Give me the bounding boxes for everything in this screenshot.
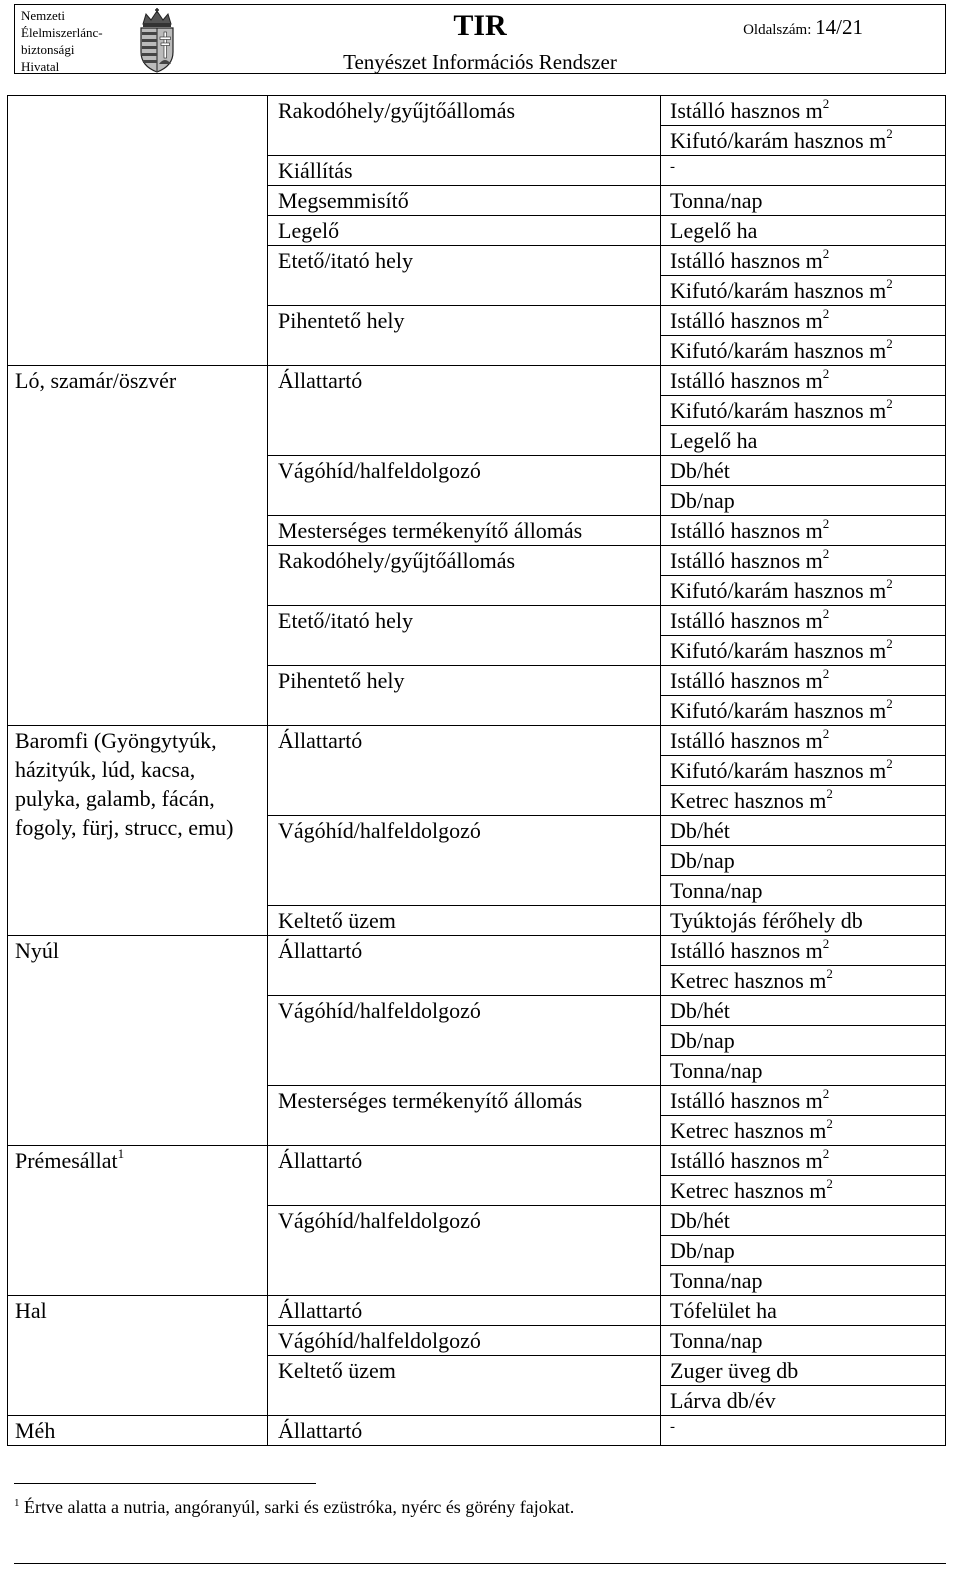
capacity-unit-label: Db/nap	[670, 488, 735, 513]
table-border-right	[945, 95, 946, 1446]
capacity-unit-label: Tófelület ha	[670, 1298, 777, 1323]
facility-type-cell: Mesterséges termékenyítő állomás	[278, 518, 583, 543]
org-line: biztonsági	[21, 42, 75, 57]
org-line: Nemzeti	[21, 8, 66, 23]
footnote-separator	[14, 1483, 316, 1484]
unit-exponent: 2	[826, 1176, 833, 1191]
facility-type-cell: Vágóhíd/halfeldolgozó	[278, 458, 481, 483]
capacity-unit-label: Istálló hasznos m	[670, 668, 823, 693]
capacity-unit-label: Ketrec hasznos m	[670, 1178, 827, 1203]
unit-exponent: 2	[822, 246, 830, 261]
footnote-marker: 1	[14, 1497, 20, 1509]
capacity-unit-label: Tonna/nap	[670, 1328, 763, 1353]
unit-exponent: 2	[886, 126, 893, 141]
unit-exponent: 2	[886, 396, 893, 411]
capacity-unit-cell	[670, 426, 757, 456]
capacity-unit-cell	[670, 1056, 763, 1086]
animal-type-cell	[15, 1296, 260, 1325]
capacity-unit-cell	[670, 1146, 829, 1176]
capacity-unit-cell	[670, 786, 833, 816]
capacity-unit-label: Kifutó/karám hasznos m	[670, 638, 887, 663]
facility-type-cell: Rakodóhely/gyűjtőállomás	[278, 98, 516, 123]
facility-type-cell: Állattartó	[278, 938, 363, 963]
capacity-unit-cell	[670, 96, 829, 126]
facility-type-cell: Állattartó	[278, 1298, 363, 1323]
unit-exponent: 2	[826, 966, 833, 981]
row-divider	[660, 1415, 946, 1416]
animal-type-label: Hal	[15, 1298, 47, 1323]
capacity-unit-cell	[670, 1386, 776, 1416]
animal-type-cell	[15, 936, 260, 965]
capacity-unit-label: Legelő ha	[670, 428, 758, 453]
facility-type-cell: Pihentető hely	[278, 668, 405, 693]
facility-type-cell: Vágóhíd/halfeldolgozó	[278, 1208, 481, 1233]
unit-exponent: 2	[886, 696, 893, 711]
animal-type-label: Baromfi (Gyöngytyúk, házityúk, lúd, kacsa, pulyka, galamb, fácán, fogoly, fürj, strucc, emu)	[15, 728, 234, 840]
org-line: Hivatal	[21, 59, 60, 74]
footnote-text: Értve alatta a nutria, angóranyúl, sarki és ezüstróka, nyérc és görény fajokat.	[24, 1497, 575, 1517]
capacity-unit-label: Istálló hasznos m	[670, 548, 823, 573]
facility-type-cell: Állattartó	[278, 1418, 363, 1443]
capacity-unit-label: -	[670, 1419, 675, 1435]
capacity-unit-cell	[670, 186, 763, 216]
capacity-unit-label: Kifutó/karám hasznos m	[670, 338, 887, 363]
capacity-unit-cell	[670, 636, 893, 666]
capacity-unit-label: Istálló hasznos m	[670, 1088, 823, 1113]
capacity-unit-cell	[670, 846, 735, 876]
facility-type-cell: Vágóhíd/halfeldolgozó	[278, 998, 481, 1023]
capacity-unit-label: -	[670, 159, 675, 175]
facility-type-cell: Állattartó	[278, 368, 363, 393]
capacity-unit-label: Ketrec hasznos m	[670, 968, 827, 993]
capacity-unit-cell	[670, 336, 893, 366]
capacity-unit-cell	[670, 1116, 833, 1146]
capacity-unit-label: Zuger üveg db	[670, 1358, 799, 1383]
capacity-unit-cell	[670, 306, 829, 336]
capacity-unit-label: Tonna/nap	[670, 878, 763, 903]
row-divider	[660, 155, 946, 156]
capacity-unit-label: Db/hét	[670, 1208, 730, 1233]
capacity-unit-label: Db/hét	[670, 998, 730, 1023]
unit-exponent: 2	[822, 1146, 830, 1161]
capacity-unit-label: Ketrec hasznos m	[670, 1118, 827, 1143]
capacity-unit-cell	[670, 696, 893, 726]
capacity-unit-cell	[670, 756, 893, 786]
capacity-unit-label: Tonna/nap	[670, 188, 763, 213]
facility-type-cell: Vágóhíd/halfeldolgozó	[278, 1328, 481, 1353]
facility-type-cell: Keltető üzem	[278, 908, 396, 933]
capacity-unit-label: Istálló hasznos m	[670, 368, 823, 393]
org-line: Élelmiszerlánc-	[21, 25, 103, 40]
unit-exponent: 2	[822, 936, 830, 951]
capacity-unit-cell	[670, 996, 730, 1026]
capacity-unit-cell	[670, 1356, 798, 1386]
page-number	[743, 15, 863, 40]
unit-exponent: 2	[826, 786, 833, 801]
facility-type-cell: Etető/itató hely	[278, 248, 414, 273]
unit-exponent: 2	[826, 1116, 833, 1131]
capacity-unit-cell	[670, 1206, 730, 1236]
capacity-unit-label: Db/nap	[670, 1028, 735, 1053]
capacity-unit-cell	[670, 1326, 763, 1356]
capacity-unit-label: Istálló hasznos m	[670, 938, 823, 963]
unit-exponent: 2	[822, 306, 830, 321]
capacity-unit-label: Istálló hasznos m	[670, 518, 823, 543]
capacity-unit-cell	[670, 516, 829, 546]
capacity-unit-cell	[670, 396, 893, 426]
capacity-unit-cell	[670, 1296, 777, 1326]
facility-type-cell: Kiállítás	[278, 158, 353, 183]
capacity-unit-cell	[670, 816, 730, 846]
capacity-unit-label: Istálló hasznos m	[670, 728, 823, 753]
page-subtitle: Tenyészet Információs Rendszer	[343, 50, 617, 74]
capacity-unit-cell	[670, 216, 757, 246]
capacity-unit-cell	[670, 1026, 735, 1056]
page-number-label: Oldalszám:	[743, 22, 812, 38]
unit-exponent: 2	[822, 666, 830, 681]
capacity-unit-cell	[670, 486, 735, 516]
capacity-unit-label: Db/nap	[670, 848, 735, 873]
unit-exponent: 2	[822, 366, 830, 381]
capacity-unit-label: Tonna/nap	[670, 1268, 763, 1293]
capacity-unit-cell	[670, 149, 675, 182]
unit-exponent: 2	[822, 516, 830, 531]
unit-exponent: 2	[886, 636, 893, 651]
capacity-unit-cell	[670, 546, 829, 576]
table-border-left	[7, 95, 8, 1446]
animal-type-cell	[15, 1146, 260, 1175]
capacity-unit-label: Db/hét	[670, 458, 730, 483]
facility-type-cell: Keltető üzem	[278, 1358, 396, 1383]
unit-exponent: 2	[822, 726, 830, 741]
capacity-unit-cell	[670, 1176, 833, 1206]
facility-type-cell: Etető/itató hely	[278, 608, 414, 633]
capacity-unit-label: Istálló hasznos m	[670, 1148, 823, 1173]
facility-type-cell: Pihentető hely	[278, 308, 405, 333]
capacity-unit-cell	[670, 1266, 763, 1296]
capacity-unit-label: Kifutó/karám hasznos m	[670, 698, 887, 723]
animal-type-label: Ló, szamár/öszvér	[15, 368, 177, 393]
capacity-unit-cell	[670, 576, 893, 606]
capacity-unit-cell	[670, 936, 829, 966]
facility-type-cell: Legelő	[278, 218, 340, 243]
page-title: TIR	[453, 9, 507, 42]
capacity-unit-label: Istálló hasznos m	[670, 608, 823, 633]
facility-type-cell: Vágóhíd/halfeldolgozó	[278, 818, 481, 843]
unit-exponent: 2	[886, 276, 893, 291]
capacity-table	[7, 95, 946, 1446]
animal-type-cell	[15, 726, 260, 842]
capacity-unit-label: Legelő ha	[670, 218, 758, 243]
capacity-unit-cell	[670, 366, 829, 396]
unit-exponent: 2	[886, 756, 893, 771]
animal-type-cell	[15, 1416, 260, 1445]
capacity-unit-label: Kifutó/karám hasznos m	[670, 398, 887, 423]
capacity-unit-cell	[670, 276, 893, 306]
capacity-unit-cell	[670, 1409, 675, 1442]
capacity-unit-cell	[670, 966, 833, 996]
capacity-unit-cell	[670, 876, 763, 906]
unit-exponent: 2	[822, 546, 830, 561]
animal-type-label: Nyúl	[15, 938, 59, 963]
page-bottom-rule	[14, 1563, 946, 1564]
capacity-unit-label: Istálló hasznos m	[670, 98, 823, 123]
capacity-unit-cell	[670, 906, 863, 936]
capacity-unit-label: Istálló hasznos m	[670, 308, 823, 333]
capacity-unit-label: Kifutó/karám hasznos m	[670, 578, 887, 603]
capacity-unit-label: Db/hét	[670, 818, 730, 843]
capacity-unit-cell	[670, 456, 730, 486]
capacity-unit-label: Db/nap	[670, 1238, 735, 1263]
animal-type-label: Prémesállat	[15, 1148, 118, 1173]
animal-type-cell	[15, 366, 260, 395]
capacity-unit-cell	[670, 1086, 829, 1116]
animal-type-label: Méh	[15, 1418, 56, 1443]
facility-type-cell: Rakodóhely/gyűjtőállomás	[278, 548, 516, 573]
capacity-unit-cell	[670, 126, 893, 156]
unit-exponent: 2	[822, 96, 830, 111]
capacity-unit-cell	[670, 246, 829, 276]
facility-type-cell: Állattartó	[278, 1148, 363, 1173]
capacity-unit-label: Tyúktojás férőhely db	[670, 908, 863, 933]
table-border-bottom	[7, 1445, 946, 1446]
column-divider	[660, 95, 661, 1446]
capacity-unit-label: Tonna/nap	[670, 1058, 763, 1083]
facility-type-cell: Állattartó	[278, 728, 363, 753]
unit-exponent: 2	[822, 1086, 830, 1101]
facility-type-cell: Mesterséges termékenyítő állomás	[278, 1088, 583, 1113]
capacity-unit-label: Kifutó/karám hasznos m	[670, 128, 887, 153]
capacity-unit-label: Lárva db/év	[670, 1388, 776, 1413]
capacity-unit-cell	[670, 1236, 735, 1266]
capacity-unit-cell	[670, 726, 829, 756]
capacity-unit-label: Istálló hasznos m	[670, 248, 823, 273]
unit-exponent: 2	[886, 336, 893, 351]
capacity-unit-cell	[670, 606, 829, 636]
footnote-reference: 1	[117, 1146, 125, 1161]
page-header	[14, 4, 946, 74]
unit-exponent: 2	[822, 606, 830, 621]
page-number-value: 14/21	[815, 15, 863, 39]
capacity-unit-cell	[670, 666, 829, 696]
footnote	[14, 1497, 574, 1518]
facility-type-cell: Megsemmisítő	[278, 188, 409, 213]
capacity-unit-label: Kifutó/karám hasznos m	[670, 758, 887, 783]
capacity-unit-label: Ketrec hasznos m	[670, 788, 827, 813]
unit-exponent: 2	[886, 576, 893, 591]
capacity-unit-label: Kifutó/karám hasznos m	[670, 278, 887, 303]
column-divider	[267, 95, 268, 1446]
